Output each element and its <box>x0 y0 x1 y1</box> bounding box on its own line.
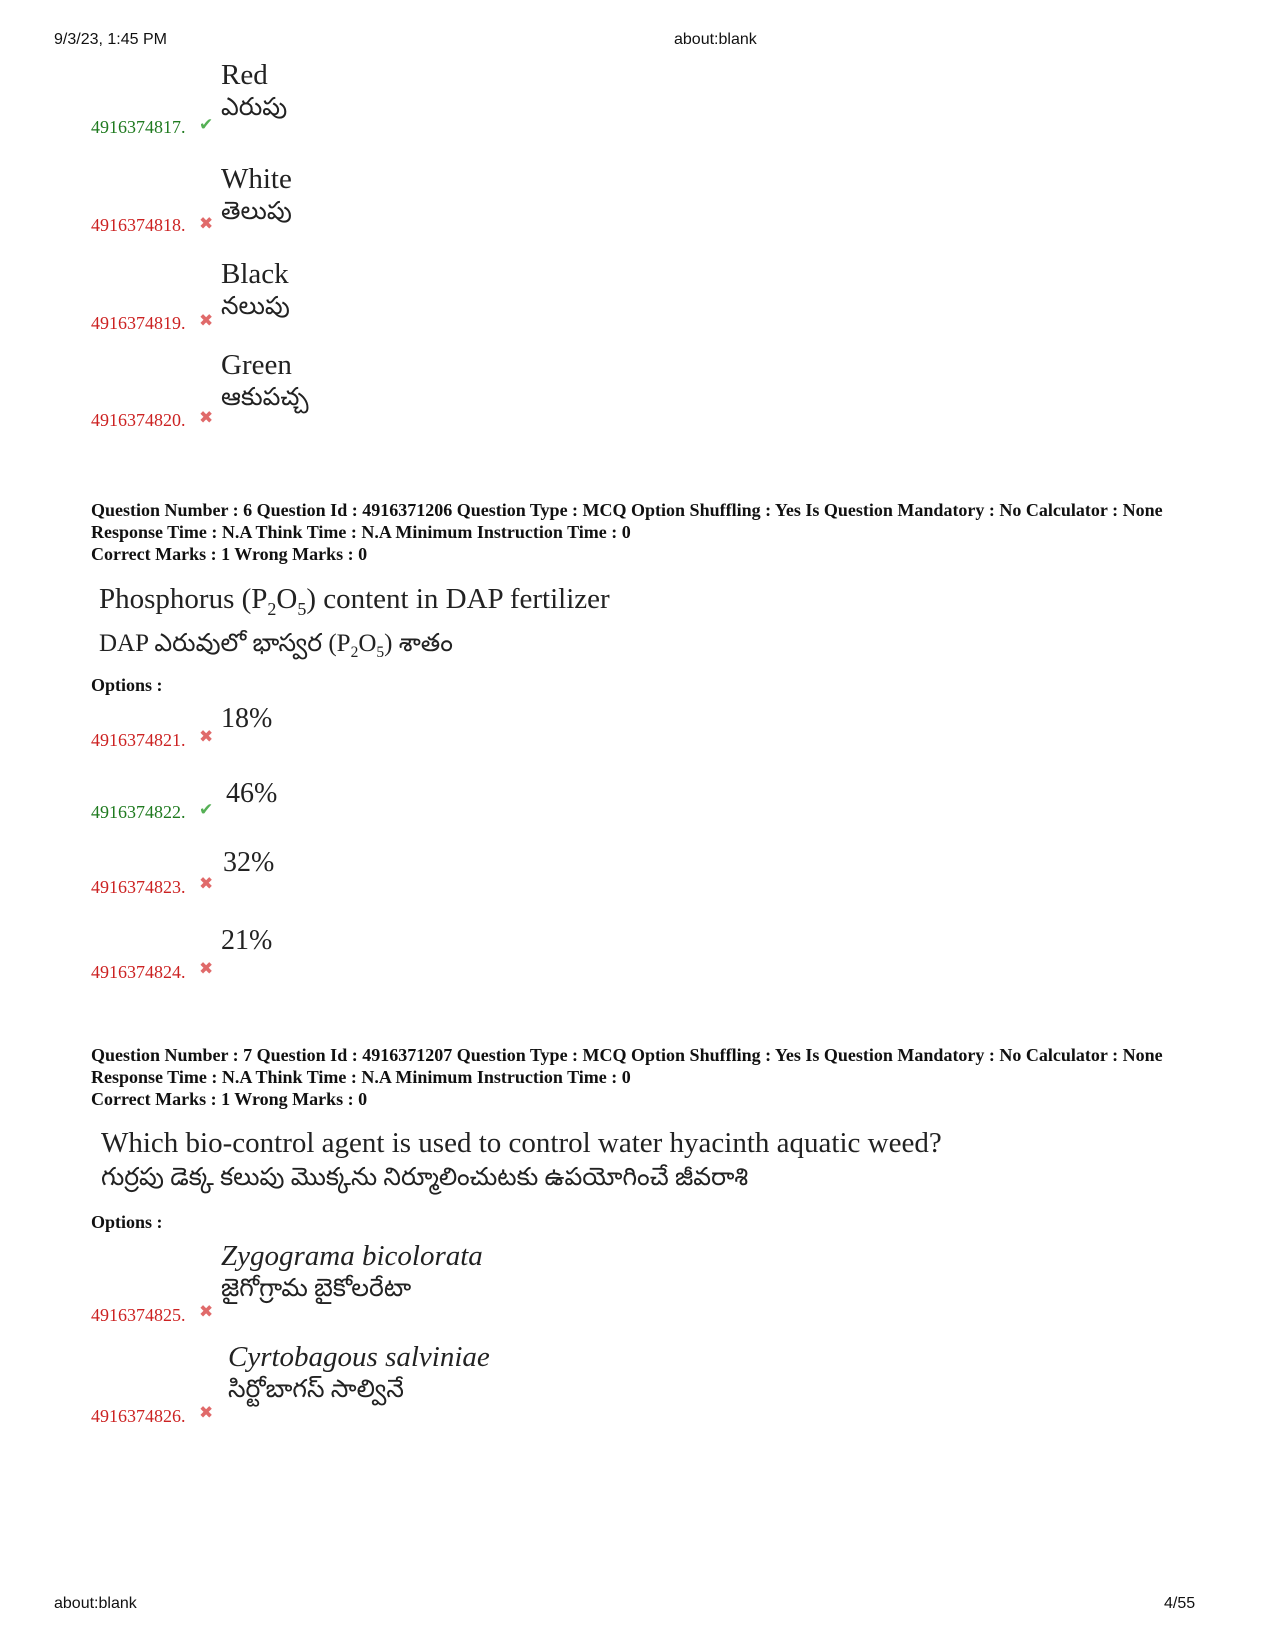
print-datetime: 9/3/23, 1:45 PM <box>54 31 167 48</box>
page-number: 4/55 <box>1164 1595 1196 1612</box>
wrong-cross-icon: ✖ <box>199 727 214 747</box>
option-text-en: Green <box>221 349 292 381</box>
question-text-en: Phosphorus $(P_2O_5)$ content in DAP fertilizer <box>99 583 610 619</box>
question-7-meta: Question Number : 7 Question Id : 4916371207 Question Type : MCQ Option Shuffling : Yes Is Question Mandatory : No Calculator : None Response Time : N.A Think Time : N.A Minimum Instruction Time : 0 <box>91 1045 1163 1087</box>
option-text: 18% <box>221 703 273 734</box>
wrong-cross-icon: ✖ <box>199 1403 214 1423</box>
option-id: 4916374823. <box>91 877 186 897</box>
option-text-en: Zygograma bicolorata <box>221 1240 483 1272</box>
option-id: 4916374825. <box>91 1305 186 1325</box>
wrong-cross-icon: ✖ <box>199 408 214 428</box>
option-text-te: ఎరుపు <box>221 94 288 121</box>
question-6-options-label: Options : <box>91 675 163 695</box>
option-text: 32% <box>223 847 275 878</box>
option-text-en: Black <box>221 258 289 290</box>
option-id: 4916374818. <box>91 215 186 235</box>
option-id: 4916374819. <box>91 313 186 333</box>
question-6-text <box>99 581 610 670</box>
option-id: 4916374822. <box>91 802 186 822</box>
wrong-cross-icon: ✖ <box>199 1302 214 1322</box>
question-6-marks: Correct Marks : 1 Wrong Marks : 0 <box>91 544 368 564</box>
footer-url: about:blank <box>54 1595 137 1612</box>
option-text-te: తెలుపు <box>221 198 292 225</box>
option-text-te: నలుపు <box>221 293 290 320</box>
option-text-en: Red <box>221 59 268 91</box>
question-7-options-label: Options : <box>91 1212 163 1232</box>
wrong-cross-icon: ✖ <box>199 874 214 894</box>
option-id: 4916374821. <box>91 730 186 750</box>
print-url: about:blank <box>674 31 757 48</box>
option-text-te: జైగోగ్రామ బైకోలరేటా <box>221 1275 412 1302</box>
question-7-text <box>101 1125 942 1195</box>
option-text-te: ఆకుపచ్చ <box>221 384 309 411</box>
option-id: 4916374817. <box>91 117 186 137</box>
option-id: 4916374820. <box>91 410 186 430</box>
correct-check-icon: ✔ <box>199 115 214 135</box>
wrong-cross-icon: ✖ <box>199 214 214 234</box>
option-text-en: White <box>221 163 292 195</box>
option-text: 21% <box>221 925 273 956</box>
wrong-cross-icon: ✖ <box>199 959 214 979</box>
correct-check-icon: ✔ <box>199 800 214 820</box>
question-text-te: DAP ఎరువులో భాస్వర $(P_2O_5)$ శాతం <box>99 629 453 661</box>
option-text: 46% <box>226 778 278 809</box>
question-6-meta: Question Number : 6 Question Id : 4916371206 Question Type : MCQ Option Shuffling : Yes Is Question Mandatory : No Calculator : None Response Time : N.A Think Time : N.A Minimum Instruction Time : 0 <box>91 500 1163 542</box>
option-text-te: సిర్టోబాగస్ సాల్వినే <box>228 1376 404 1403</box>
question-text-te: గుర్రపు డెక్క కలుపు మొక్కను నిర్మూలించుటకు ఉపయోగించే జీవరాశి <box>101 1164 749 1191</box>
question-text-en: Which bio-control agent is used to control water hyacinth aquatic weed? <box>101 1127 942 1159</box>
question-7-marks: Correct Marks : 1 Wrong Marks : 0 <box>91 1089 368 1109</box>
wrong-cross-icon: ✖ <box>199 311 214 331</box>
option-id: 4916374826. <box>91 1406 186 1426</box>
option-id: 4916374824. <box>91 962 186 982</box>
option-text-en: Cyrtobagous salviniae <box>228 1341 490 1373</box>
